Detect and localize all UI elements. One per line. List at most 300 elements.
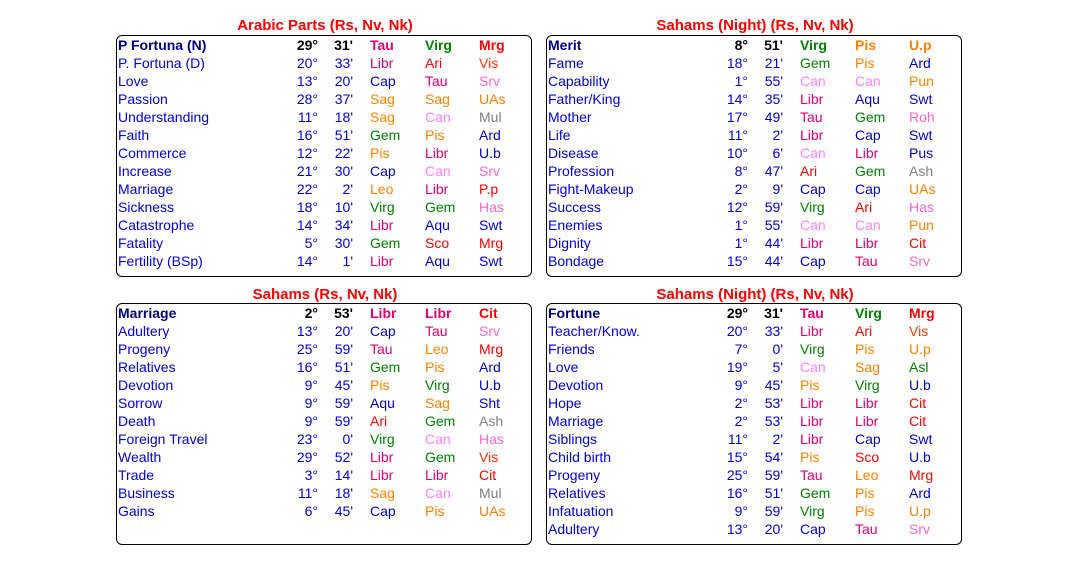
rasi-sign: Libr <box>370 305 397 321</box>
nakshatra: Mrg <box>479 37 505 53</box>
minutes: 2' <box>772 431 783 447</box>
rasi-sign: Tau <box>370 341 393 357</box>
minutes: 18' <box>334 485 353 501</box>
minutes: 51' <box>334 359 353 375</box>
minutes: 0' <box>342 431 353 447</box>
rasi-sign: Leo <box>370 181 394 197</box>
navamsa-sign: Libr <box>425 467 449 483</box>
navamsa-sign: Aqu <box>425 217 450 233</box>
table-row <box>547 520 961 538</box>
nakshatra: U.p <box>909 37 932 53</box>
table-row <box>547 466 961 484</box>
rasi-sign: Cap <box>800 181 826 197</box>
navamsa-sign: Libr <box>425 181 449 197</box>
navamsa-sign: Aqu <box>855 91 880 107</box>
nakshatra: Has <box>909 199 934 215</box>
navamsa-sign: Can <box>425 109 451 125</box>
nakshatra: Pun <box>909 73 934 89</box>
rasi-sign: Ari <box>800 163 818 179</box>
minutes: 49' <box>764 109 783 125</box>
sahams-night-panel-bottom <box>546 303 962 545</box>
degrees: 15° <box>726 449 748 465</box>
nakshatra: U.p <box>909 341 931 357</box>
navamsa-sign: Tau <box>855 521 878 537</box>
table-row <box>547 162 961 180</box>
nakshatra: Sht <box>479 395 501 411</box>
degrees: 23° <box>296 431 318 447</box>
minutes: 20' <box>334 73 353 89</box>
minutes: 51' <box>334 127 353 143</box>
nakshatra: Srv <box>909 521 930 537</box>
table-row <box>117 466 531 484</box>
minutes: 1' <box>342 253 353 269</box>
rasi-sign: Sag <box>370 91 395 107</box>
nakshatra: U.p <box>909 503 931 519</box>
table-row <box>117 394 531 412</box>
navamsa-sign: Virg <box>855 377 880 393</box>
degrees: 13° <box>726 521 748 537</box>
table-row <box>547 322 961 340</box>
degrees: 16° <box>296 359 318 375</box>
minutes: 33' <box>334 55 353 71</box>
nakshatra: Srv <box>479 73 500 89</box>
minutes: 51' <box>764 485 783 501</box>
table-row <box>117 180 531 198</box>
nakshatra: Vis <box>479 449 499 465</box>
nakshatra: Swt <box>909 431 933 447</box>
part-name: Fatality <box>118 235 164 251</box>
minutes: 2' <box>772 127 783 143</box>
rasi-sign: Cap <box>800 253 826 269</box>
part-name: Death <box>118 413 156 429</box>
rasi-sign: Pis <box>370 145 390 161</box>
minutes: 18' <box>334 109 353 125</box>
sahams-panel <box>116 303 532 545</box>
table-row <box>117 126 531 144</box>
part-name: Father/King <box>548 91 621 107</box>
table-row <box>117 502 531 520</box>
rasi-sign: Libr <box>800 413 824 429</box>
table-row <box>117 252 531 270</box>
part-name: Commerce <box>118 145 187 161</box>
navamsa-sign: Tau <box>425 323 448 339</box>
table-row <box>117 448 531 466</box>
rasi-sign: Tau <box>800 109 823 125</box>
nakshatra: Srv <box>479 163 500 179</box>
rasi-sign: Gem <box>370 235 401 251</box>
rasi-sign: Virg <box>800 37 827 53</box>
rasi-sign: Gem <box>370 359 401 375</box>
table-row <box>117 90 531 108</box>
table-row <box>547 234 961 252</box>
part-name: Catastrophe <box>118 217 195 233</box>
rasi-sign: Pis <box>370 377 390 393</box>
rasi-sign: Gem <box>370 127 401 143</box>
navamsa-sign: Can <box>855 73 881 89</box>
minutes: 45' <box>334 503 353 519</box>
navamsa-sign: Pis <box>855 485 875 501</box>
rasi-sign: Libr <box>370 253 394 269</box>
navamsa-sign: Pis <box>855 37 877 53</box>
part-name: Life <box>548 127 571 143</box>
degrees: 7° <box>734 341 748 357</box>
part-name: Foreign Travel <box>118 431 208 447</box>
table-row <box>547 502 961 520</box>
minutes: 52' <box>334 449 353 465</box>
rasi-sign: Cap <box>370 163 396 179</box>
rasi-sign: Can <box>800 359 826 375</box>
table-row <box>547 216 961 234</box>
degrees: 17° <box>726 109 748 125</box>
nakshatra: Cit <box>479 305 498 321</box>
rasi-sign: Ari <box>370 413 388 429</box>
minutes: 33' <box>764 323 783 339</box>
table-row <box>547 412 961 430</box>
table-row <box>117 412 531 430</box>
table-row <box>117 54 531 72</box>
part-name: Friends <box>548 341 595 357</box>
nakshatra: U.b <box>479 145 501 161</box>
degrees: 9° <box>304 395 318 411</box>
minutes: 59' <box>334 413 353 429</box>
degrees: 3° <box>304 467 318 483</box>
degrees: 6° <box>304 503 318 519</box>
table-row <box>117 198 531 216</box>
minutes: 2' <box>342 181 353 197</box>
part-name: Love <box>548 359 579 375</box>
part-name: Sickness <box>118 199 175 215</box>
table-row <box>117 108 531 126</box>
table-row <box>117 376 531 394</box>
degrees: 28° <box>296 91 318 107</box>
rasi-sign: Can <box>800 145 826 161</box>
navamsa-sign: Sag <box>855 359 880 375</box>
navamsa-sign: Can <box>425 163 451 179</box>
navamsa-sign: Gem <box>425 449 456 465</box>
part-name: Capability <box>548 73 610 89</box>
rasi-sign: Libr <box>800 91 824 107</box>
minutes: 22' <box>334 145 353 161</box>
part-name: Love <box>118 73 149 89</box>
table-row <box>547 484 961 502</box>
degrees: 1° <box>734 235 748 251</box>
navamsa-sign: Ari <box>425 55 443 71</box>
rasi-sign: Libr <box>800 431 824 447</box>
part-name: Child birth <box>548 449 612 465</box>
navamsa-sign: Tau <box>855 253 878 269</box>
rasi-sign: Libr <box>370 217 394 233</box>
minutes: 45' <box>764 377 783 393</box>
nakshatra: Mrg <box>479 341 504 357</box>
minutes: 5' <box>772 359 783 375</box>
navamsa-sign: Cap <box>855 127 881 143</box>
rasi-sign: Cap <box>800 521 826 537</box>
degrees: 9° <box>734 377 748 393</box>
nakshatra: Swt <box>479 253 503 269</box>
part-name: Success <box>548 199 601 215</box>
nakshatra: Cit <box>909 395 927 411</box>
nakshatra: Swt <box>909 127 933 143</box>
table-row <box>547 180 961 198</box>
navamsa-sign: Gem <box>425 413 456 429</box>
nakshatra: Has <box>479 431 504 447</box>
degrees: 29° <box>726 305 748 321</box>
nakshatra: Has <box>479 199 504 215</box>
degrees: 18° <box>296 199 318 215</box>
table-row <box>547 108 961 126</box>
degrees: 21° <box>296 163 318 179</box>
part-name: Siblings <box>548 431 598 447</box>
table-header-row <box>117 36 531 54</box>
navamsa-sign: Sco <box>855 449 880 465</box>
degrees: 19° <box>726 359 748 375</box>
navamsa-sign: Cap <box>855 431 881 447</box>
minutes: 44' <box>764 253 783 269</box>
nakshatra: Swt <box>479 217 503 233</box>
minutes: 31' <box>334 37 353 53</box>
part-name: Gains <box>118 503 155 519</box>
navamsa-sign: Pis <box>425 127 445 143</box>
nakshatra: Swt <box>909 91 933 107</box>
minutes: 21' <box>764 55 783 71</box>
part-name: Fame <box>548 55 584 71</box>
minutes: 10' <box>334 199 353 215</box>
table-row <box>117 484 531 502</box>
nakshatra: Ash <box>479 413 504 429</box>
minutes: 30' <box>334 235 353 251</box>
part-name: Bondage <box>548 253 605 269</box>
nakshatra: U.b <box>909 377 931 393</box>
table-row <box>117 430 531 448</box>
degrees: 8° <box>734 163 748 179</box>
degrees: 2° <box>734 395 748 411</box>
minutes: 0' <box>772 341 783 357</box>
sahams-night-title-bottom: Sahams (Night) (Rs, Nv, Nk) <box>656 286 854 303</box>
nakshatra: Ash <box>909 163 934 179</box>
part-name: Increase <box>118 163 172 179</box>
part-name: Understanding <box>118 109 210 125</box>
degrees: 9° <box>304 377 318 393</box>
part-name: Infatuation <box>548 503 614 519</box>
table-header-row <box>547 36 961 54</box>
rasi-sign: Aqu <box>370 395 395 411</box>
nakshatra: Mrg <box>909 305 935 321</box>
navamsa-sign: Pis <box>425 503 445 519</box>
nakshatra: Cit <box>479 467 497 483</box>
part-name: Progeny <box>118 341 171 357</box>
minutes: 14' <box>334 467 353 483</box>
table-row <box>117 322 531 340</box>
part-name: Mother <box>548 109 592 125</box>
degrees: 16° <box>726 485 748 501</box>
degrees: 16° <box>296 127 318 143</box>
part-name: Profession <box>548 163 615 179</box>
degrees: 12° <box>296 145 318 161</box>
degrees: 13° <box>296 73 318 89</box>
rasi-sign: Gem <box>800 485 831 501</box>
navamsa-sign: Libr <box>425 305 452 321</box>
table-row <box>117 358 531 376</box>
navamsa-sign: Pis <box>425 359 445 375</box>
minutes: 59' <box>334 341 353 357</box>
degrees: 18° <box>726 55 748 71</box>
part-name: Fertility (BSp) <box>118 253 203 269</box>
table-header-row <box>547 304 961 322</box>
navamsa-sign: Sag <box>425 395 450 411</box>
minutes: 34' <box>334 217 353 233</box>
navamsa-sign: Leo <box>855 467 879 483</box>
table-row <box>547 376 961 394</box>
navamsa-sign: Libr <box>855 235 879 251</box>
part-name: Fortune <box>548 305 601 321</box>
minutes: 55' <box>764 73 783 89</box>
degrees: 1° <box>734 73 748 89</box>
sahams-title: Sahams (Rs, Nv, Nk) <box>252 286 398 303</box>
navamsa-sign: Virg <box>855 305 882 321</box>
minutes: 47' <box>764 163 783 179</box>
rasi-sign: Cap <box>370 503 396 519</box>
nakshatra: Srv <box>479 323 500 339</box>
navamsa-sign: Sag <box>425 91 450 107</box>
part-name: Devotion <box>548 377 604 393</box>
nakshatra: Mrg <box>479 235 504 251</box>
minutes: 51' <box>764 37 783 53</box>
degrees: 11° <box>297 485 318 501</box>
degrees: 15° <box>726 253 748 269</box>
part-name: Trade <box>118 467 155 483</box>
degrees: 11° <box>297 109 318 125</box>
nakshatra: Vis <box>479 55 499 71</box>
part-name: Dignity <box>548 235 591 251</box>
rasi-sign: Gem <box>800 55 831 71</box>
part-name: Enemies <box>548 217 603 233</box>
table-row <box>117 144 531 162</box>
minutes: 59' <box>764 503 783 519</box>
navamsa-sign: Cap <box>855 181 881 197</box>
rasi-sign: Libr <box>800 235 824 251</box>
part-name: Relatives <box>548 485 606 501</box>
nakshatra: Ard <box>479 359 501 375</box>
part-name: Devotion <box>118 377 174 393</box>
degrees: 11° <box>727 127 748 143</box>
table-row <box>547 394 961 412</box>
nakshatra: Ard <box>909 55 931 71</box>
minutes: 37' <box>334 91 353 107</box>
rasi-sign: Libr <box>370 55 394 71</box>
table-row <box>117 340 531 358</box>
part-name: Passion <box>118 91 168 107</box>
rasi-sign: Libr <box>800 395 824 411</box>
rasi-sign: Virg <box>800 199 825 215</box>
minutes: 59' <box>334 395 353 411</box>
navamsa-sign: Tau <box>425 73 448 89</box>
degrees: 13° <box>296 323 318 339</box>
rasi-sign: Cap <box>370 323 396 339</box>
part-name: Teacher/Know. <box>548 323 640 339</box>
degrees: 2° <box>304 305 318 321</box>
navamsa-sign: Pis <box>855 503 875 519</box>
navamsa-sign: Leo <box>425 341 449 357</box>
rasi-sign: Cap <box>370 73 396 89</box>
rasi-sign: Tau <box>800 467 823 483</box>
nakshatra: Cit <box>909 235 927 251</box>
nakshatra: UAs <box>479 503 506 519</box>
degrees: 25° <box>726 467 748 483</box>
table-row <box>547 126 961 144</box>
nakshatra: Srv <box>909 253 930 269</box>
table-row <box>117 72 531 90</box>
nakshatra: Mul <box>479 109 502 125</box>
degrees: 5° <box>304 235 318 251</box>
navamsa-sign: Gem <box>855 163 886 179</box>
degrees: 14° <box>296 217 318 233</box>
nakshatra: Vis <box>909 323 929 339</box>
navamsa-sign: Can <box>425 431 451 447</box>
nakshatra: Asl <box>909 359 929 375</box>
degrees: 25° <box>296 341 318 357</box>
table-row <box>117 216 531 234</box>
navamsa-sign: Libr <box>425 145 449 161</box>
arabic-parts-title: Arabic Parts (Rs, Nv, Nk) <box>237 17 413 34</box>
table-row <box>547 448 961 466</box>
navamsa-sign: Pis <box>855 341 875 357</box>
degrees: 2° <box>734 181 748 197</box>
part-name: Disease <box>548 145 599 161</box>
navamsa-sign: Virg <box>425 37 452 53</box>
minutes: 55' <box>764 217 783 233</box>
minutes: 9' <box>772 181 783 197</box>
part-name: Progeny <box>548 467 601 483</box>
rasi-sign: Virg <box>800 503 825 519</box>
nakshatra: U.b <box>909 449 931 465</box>
nakshatra: UAs <box>479 91 506 107</box>
minutes: 54' <box>764 449 783 465</box>
degrees: 20° <box>296 55 318 71</box>
part-name: Marriage <box>118 305 177 321</box>
rasi-sign: Virg <box>800 341 825 357</box>
minutes: 20' <box>764 521 783 537</box>
minutes: 59' <box>764 199 783 215</box>
degrees: 14° <box>726 91 748 107</box>
minutes: 20' <box>334 323 353 339</box>
navamsa-sign: Gem <box>855 109 886 125</box>
table-row <box>117 162 531 180</box>
minutes: 53' <box>764 395 783 411</box>
degrees: 9° <box>304 413 318 429</box>
sahams-night-panel-top <box>546 35 962 277</box>
nakshatra: P.p <box>479 181 499 197</box>
part-name: Faith <box>118 127 150 143</box>
navamsa-sign: Pis <box>855 55 875 71</box>
nakshatra: Ard <box>479 127 501 143</box>
degrees: 8° <box>734 37 748 53</box>
rasi-sign: Libr <box>370 467 394 483</box>
navamsa-sign: Virg <box>425 377 450 393</box>
degrees: 20° <box>726 323 748 339</box>
nakshatra: U.b <box>479 377 501 393</box>
minutes: 35' <box>764 91 783 107</box>
rasi-sign: Sag <box>370 109 395 125</box>
table-row <box>547 198 961 216</box>
rasi-sign: Tau <box>370 37 394 53</box>
navamsa-sign: Sco <box>425 235 450 251</box>
navamsa-sign: Gem <box>425 199 456 215</box>
part-name: P. Fortuna (D) <box>118 55 205 71</box>
table-row <box>117 234 531 252</box>
rasi-sign: Libr <box>800 323 824 339</box>
part-name: Marriage <box>118 181 174 197</box>
part-name: P Fortuna (N) <box>118 37 207 53</box>
